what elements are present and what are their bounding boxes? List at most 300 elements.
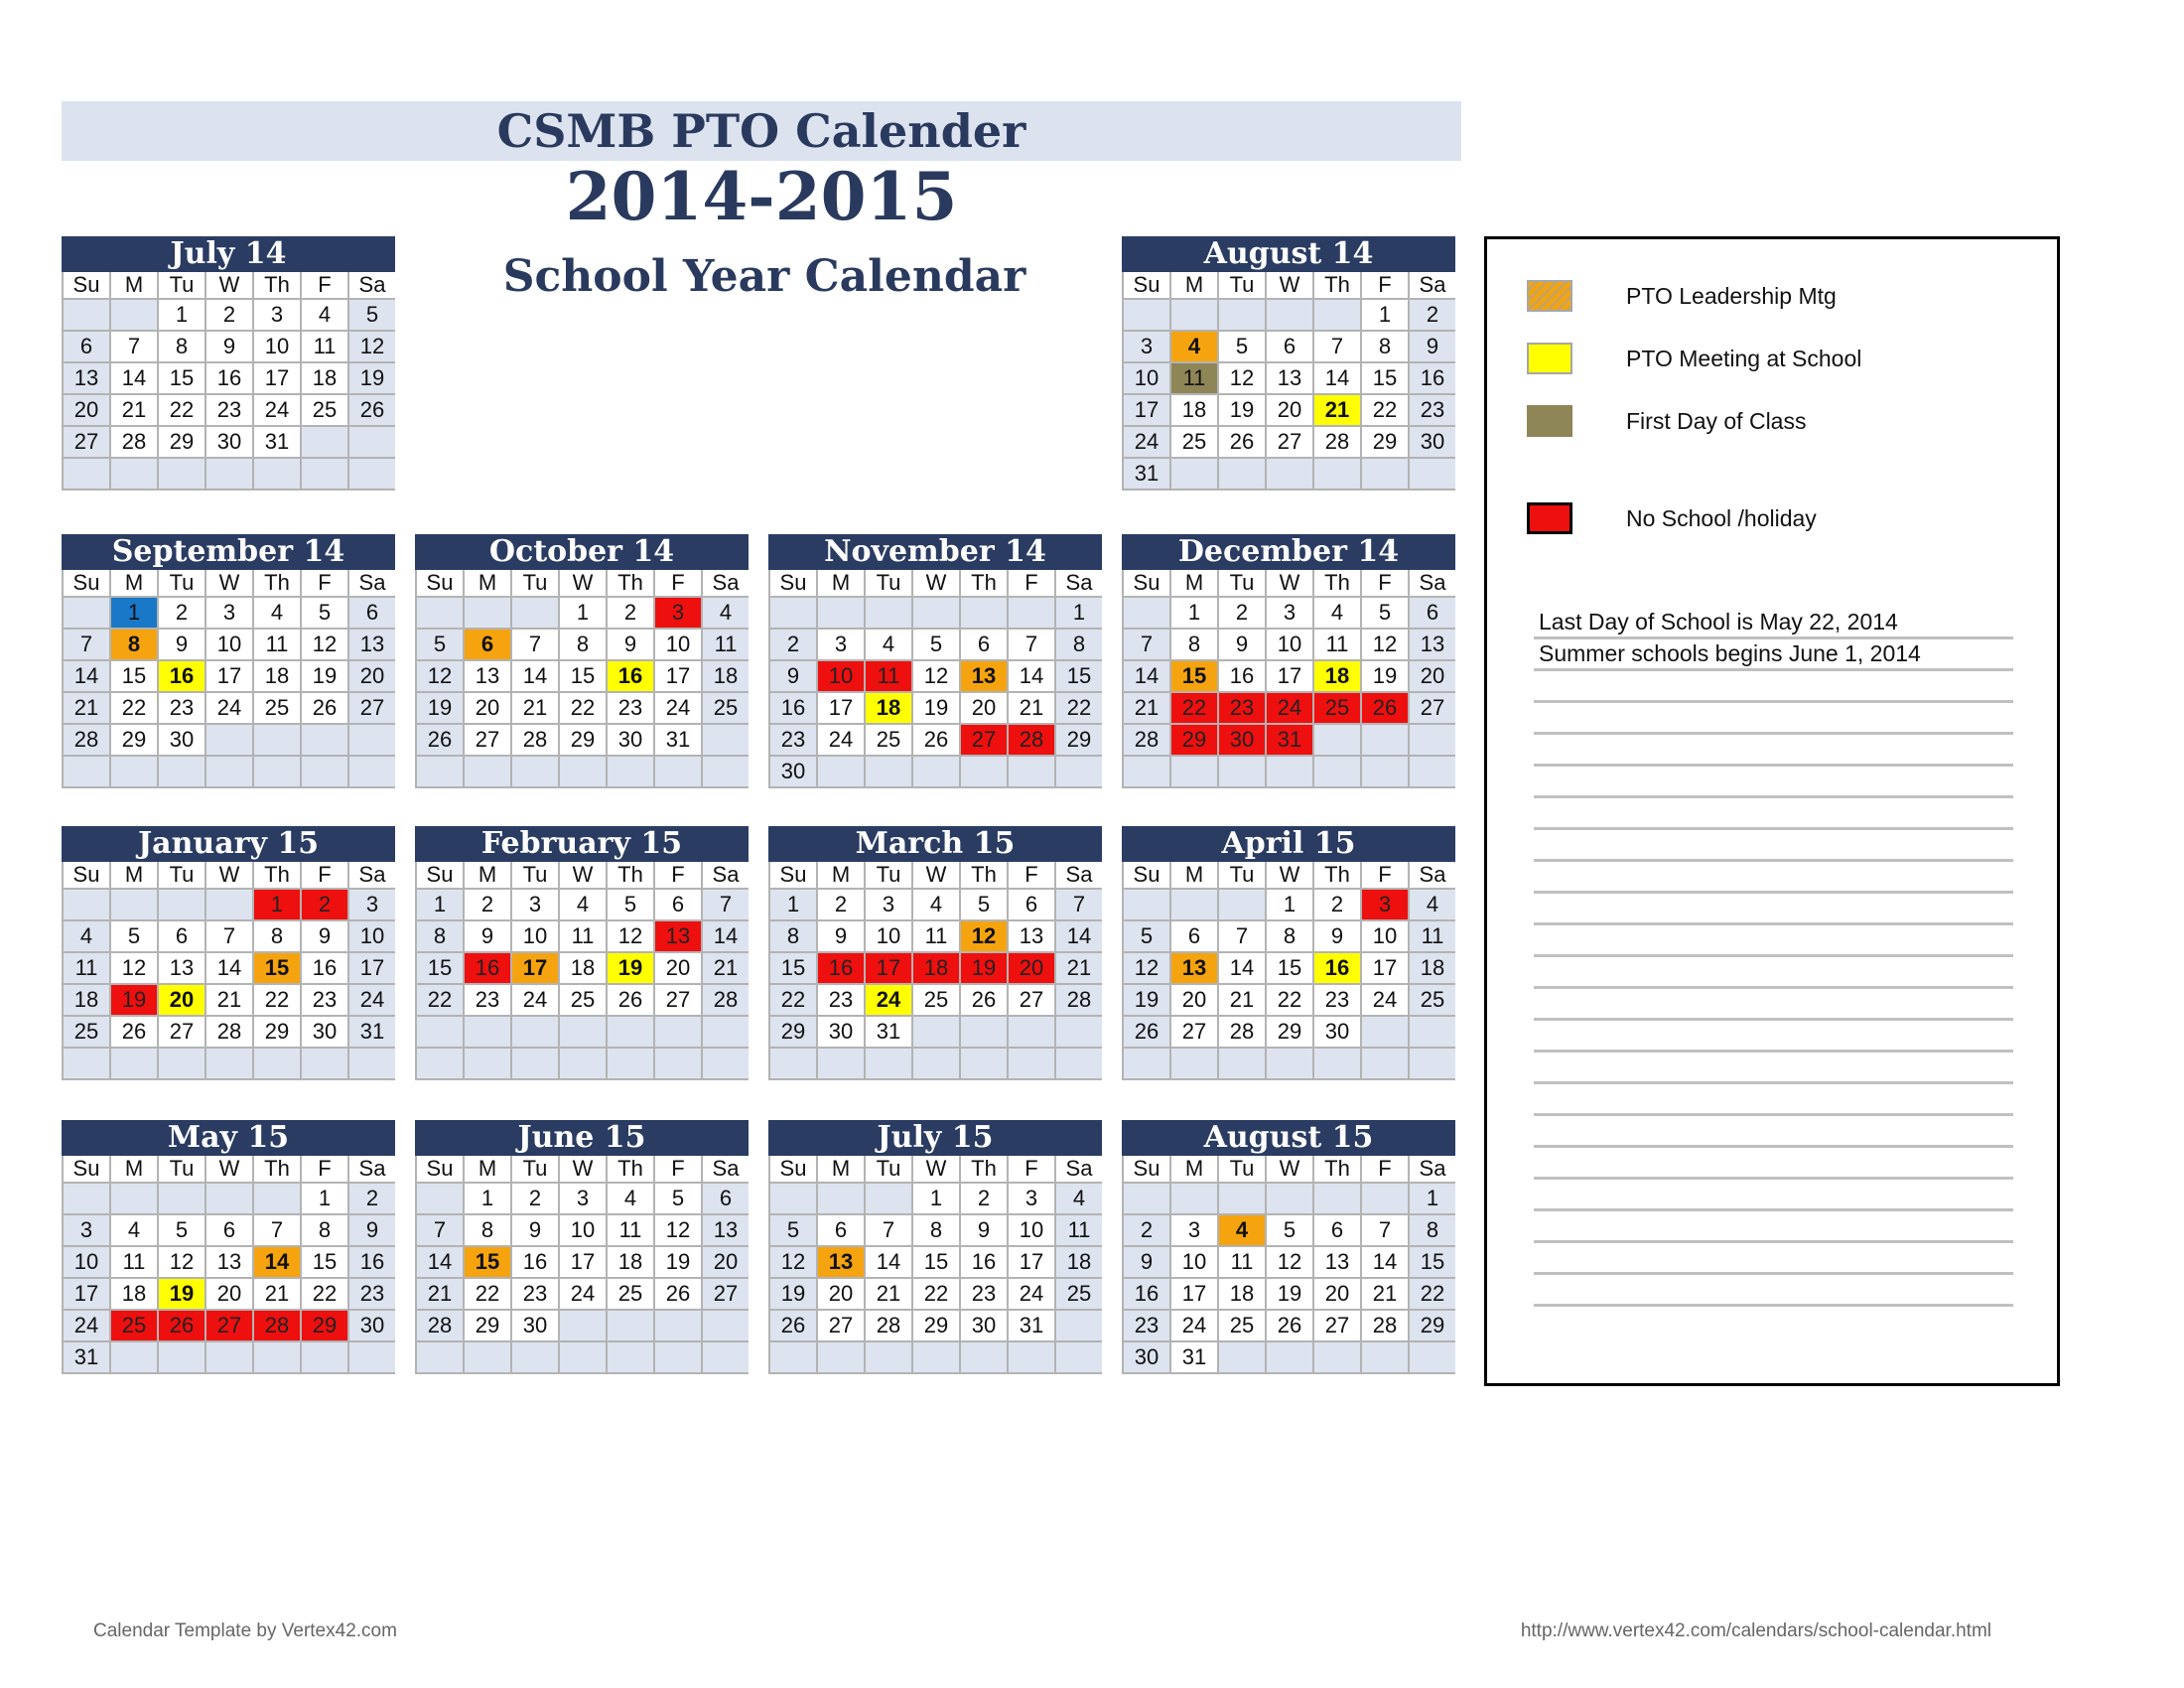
day-cell: 18	[913, 953, 959, 983]
empty-day-cell	[913, 757, 959, 786]
empty-day-cell	[512, 757, 558, 786]
note-rule-line	[1534, 1272, 2013, 1275]
day-cell: 8	[1056, 630, 1102, 659]
empty-day-cell	[818, 598, 864, 628]
day-cell: 5	[655, 1184, 701, 1213]
day-cell: 24	[512, 985, 558, 1015]
day-cell: 3	[206, 598, 252, 628]
empty-day-cell	[1410, 1342, 1455, 1372]
weekday-header: F	[1362, 570, 1408, 596]
empty-day-cell	[512, 598, 558, 628]
day-cell: 2	[465, 890, 510, 919]
day-cell: 5	[417, 630, 463, 659]
empty-day-cell	[866, 757, 911, 786]
day-cell: 4	[111, 1215, 157, 1245]
day-cell: 19	[1219, 395, 1265, 425]
weekday-header: M	[465, 1156, 510, 1182]
weekday-header: W	[560, 862, 606, 888]
day-cell: 24	[818, 725, 864, 755]
weekday-header: M	[111, 272, 157, 298]
day-cell: 1	[417, 890, 463, 919]
weekday-header: W	[206, 570, 252, 596]
empty-day-cell	[770, 598, 816, 628]
empty-day-cell	[655, 1017, 701, 1047]
empty-day-cell	[159, 1184, 205, 1213]
weekday-header: F	[1009, 570, 1054, 596]
month-grid	[415, 570, 749, 788]
empty-day-cell	[206, 1342, 252, 1372]
empty-day-cell	[655, 1342, 701, 1372]
weekday-header: Tu	[1219, 272, 1265, 298]
empty-day-cell	[1124, 598, 1169, 628]
footer-url[interactable]: http://www.vertex42.com/calendars/school-calendar.html	[1520, 1620, 1991, 1641]
note-rule-line	[1534, 1208, 2013, 1211]
day-cell: 25	[64, 1017, 109, 1047]
day-cell: 11	[1410, 921, 1455, 951]
empty-day-cell	[1362, 725, 1408, 755]
day-cell: 19	[608, 953, 653, 983]
empty-day-cell	[64, 890, 109, 919]
day-cell: 17	[254, 363, 300, 393]
day-cell: 10	[64, 1247, 109, 1277]
day-cell: 6	[655, 890, 701, 919]
weekday-header: Th	[961, 1156, 1007, 1182]
day-cell: 15	[465, 1247, 510, 1277]
day-cell: 13	[349, 630, 395, 659]
weekday-header: Th	[254, 1156, 300, 1182]
legend-label: PTO Meeting at School	[1626, 346, 1862, 371]
empty-day-cell	[465, 1049, 510, 1078]
empty-day-cell	[1410, 1017, 1455, 1047]
empty-day-cell	[159, 1342, 205, 1372]
day-cell: 1	[770, 890, 816, 919]
day-cell: 2	[818, 890, 864, 919]
day-cell: 13	[1314, 1247, 1360, 1277]
month-title: December 14	[1122, 534, 1455, 570]
day-cell: 23	[302, 985, 347, 1015]
day-cell: 13	[465, 661, 510, 691]
weekday-header: Su	[417, 862, 463, 888]
day-cell: 25	[608, 1279, 653, 1309]
day-cell: 4	[1410, 890, 1455, 919]
day-cell: 6	[465, 630, 510, 659]
day-cell: 29	[560, 725, 606, 755]
weekday-header: F	[302, 570, 347, 596]
day-cell: 10	[560, 1215, 606, 1245]
weekday-header: F	[302, 272, 347, 298]
weekday-header: Tu	[159, 272, 205, 298]
empty-day-cell	[818, 1342, 864, 1372]
day-cell: 27	[1171, 1017, 1217, 1047]
empty-day-cell	[1362, 1049, 1408, 1078]
day-cell: 5	[1219, 332, 1265, 361]
day-cell: 20	[1171, 985, 1217, 1015]
month-title: August 14	[1122, 236, 1455, 272]
weekday-header: F	[655, 570, 701, 596]
weekday-header: Su	[417, 1156, 463, 1182]
empty-day-cell	[349, 757, 395, 786]
day-cell: 21	[512, 693, 558, 723]
note-rule-line	[1534, 732, 2013, 735]
month-calendar	[1122, 826, 1455, 1080]
day-cell: 12	[111, 953, 157, 983]
day-cell: 26	[111, 1017, 157, 1047]
weekday-header: Th	[254, 862, 300, 888]
day-cell: 19	[1267, 1279, 1312, 1309]
day-cell: 13	[818, 1247, 864, 1277]
page-title: CSMB PTO Calender	[496, 104, 1026, 158]
day-cell: 16	[349, 1247, 395, 1277]
day-cell: 9	[608, 630, 653, 659]
day-cell: 22	[770, 985, 816, 1015]
day-cell: 29	[913, 1311, 959, 1340]
day-cell: 12	[913, 661, 959, 691]
day-cell: 17	[1009, 1247, 1054, 1277]
weekday-header: W	[206, 862, 252, 888]
weekday-header: Tu	[1219, 1156, 1265, 1182]
day-cell: 30	[818, 1017, 864, 1047]
weekday-header: W	[1267, 1156, 1312, 1182]
weekday-header: M	[818, 862, 864, 888]
month-calendar	[415, 826, 749, 1080]
day-cell: 22	[1056, 693, 1102, 723]
day-cell: 28	[1009, 725, 1054, 755]
day-cell: 8	[560, 630, 606, 659]
day-cell: 27	[961, 725, 1007, 755]
month-title: July 14	[62, 236, 395, 272]
day-cell: 6	[1009, 890, 1054, 919]
day-cell: 13	[1009, 921, 1054, 951]
empty-day-cell	[1056, 1342, 1102, 1372]
day-cell: 4	[64, 921, 109, 951]
legend-label: PTO Leadership Mtg	[1626, 283, 1837, 309]
month-calendar	[1122, 1120, 1455, 1374]
empty-day-cell	[64, 300, 109, 330]
month-grid	[1122, 862, 1455, 1080]
day-cell: 24	[560, 1279, 606, 1309]
day-cell: 7	[703, 890, 749, 919]
day-cell: 28	[417, 1311, 463, 1340]
day-cell: 3	[560, 1184, 606, 1213]
empty-day-cell	[1171, 1184, 1217, 1213]
day-cell: 26	[913, 725, 959, 755]
month-grid	[415, 1156, 749, 1374]
day-cell: 4	[1171, 332, 1217, 361]
legend-label: No School /holiday	[1626, 505, 1817, 531]
month-grid	[1122, 272, 1455, 491]
day-cell: 23	[512, 1279, 558, 1309]
day-cell: 8	[913, 1215, 959, 1245]
day-cell: 4	[1056, 1184, 1102, 1213]
empty-day-cell	[1009, 598, 1054, 628]
day-cell: 15	[1171, 661, 1217, 691]
day-cell: 11	[302, 332, 347, 361]
day-cell: 25	[1056, 1279, 1102, 1309]
empty-day-cell	[417, 1184, 463, 1213]
weekday-header: Th	[1314, 1156, 1360, 1182]
weekday-header: Su	[417, 570, 463, 596]
empty-day-cell	[961, 1017, 1007, 1047]
day-cell: 17	[655, 661, 701, 691]
day-cell: 15	[913, 1247, 959, 1277]
day-cell: 2	[1314, 890, 1360, 919]
day-cell: 6	[64, 332, 109, 361]
month-title: June 15	[415, 1120, 749, 1156]
empty-day-cell	[64, 598, 109, 628]
day-cell: 23	[608, 693, 653, 723]
empty-day-cell	[1314, 1049, 1360, 1078]
note-rule-line	[1534, 986, 2013, 989]
empty-day-cell	[111, 890, 157, 919]
empty-day-cell	[1009, 1017, 1054, 1047]
day-cell: 13	[64, 363, 109, 393]
day-cell: 15	[159, 363, 205, 393]
day-cell: 16	[159, 661, 205, 691]
weekday-header: Sa	[1056, 570, 1102, 596]
day-cell: 3	[512, 890, 558, 919]
empty-day-cell	[608, 1311, 653, 1340]
day-cell: 2	[159, 598, 205, 628]
day-cell: 7	[1124, 630, 1169, 659]
day-cell: 27	[1410, 693, 1455, 723]
month-title: July 15	[768, 1120, 1102, 1156]
empty-day-cell	[1267, 300, 1312, 330]
empty-day-cell	[1056, 757, 1102, 786]
weekday-header: Th	[254, 272, 300, 298]
day-cell: 9	[818, 921, 864, 951]
empty-day-cell	[1219, 1049, 1265, 1078]
empty-day-cell	[818, 757, 864, 786]
empty-day-cell	[961, 1342, 1007, 1372]
day-cell: 3	[655, 598, 701, 628]
day-cell: 19	[770, 1279, 816, 1309]
day-cell: 24	[254, 395, 300, 425]
day-cell: 7	[512, 630, 558, 659]
empty-day-cell	[1171, 459, 1217, 489]
day-cell: 22	[1410, 1279, 1455, 1309]
day-cell: 22	[254, 985, 300, 1015]
month-grid	[1122, 1156, 1455, 1374]
day-cell: 17	[818, 693, 864, 723]
empty-day-cell	[159, 459, 205, 489]
day-cell: 6	[349, 598, 395, 628]
day-cell: 14	[64, 661, 109, 691]
legend-swatch	[1527, 343, 1572, 374]
day-cell: 24	[1267, 693, 1312, 723]
day-cell: 12	[655, 1215, 701, 1245]
day-cell: 26	[1267, 1311, 1312, 1340]
day-cell: 5	[1267, 1215, 1312, 1245]
day-cell: 2	[349, 1184, 395, 1213]
day-cell: 15	[770, 953, 816, 983]
day-cell: 4	[703, 598, 749, 628]
weekday-header: Th	[608, 862, 653, 888]
weekday-header: Tu	[159, 570, 205, 596]
weekday-header: Sa	[1410, 1156, 1455, 1182]
day-cell: 10	[206, 630, 252, 659]
day-cell: 22	[1171, 693, 1217, 723]
day-cell: 8	[1410, 1215, 1455, 1245]
weekday-header: Sa	[349, 1156, 395, 1182]
weekday-header: M	[111, 862, 157, 888]
day-cell: 11	[254, 630, 300, 659]
day-cell: 18	[1219, 1279, 1265, 1309]
empty-day-cell	[111, 300, 157, 330]
empty-day-cell	[1314, 1184, 1360, 1213]
day-cell: 22	[1267, 985, 1312, 1015]
month-grid	[62, 272, 395, 491]
day-cell: 6	[961, 630, 1007, 659]
day-cell: 20	[349, 661, 395, 691]
empty-day-cell	[1219, 1342, 1265, 1372]
day-cell: 22	[302, 1279, 347, 1309]
day-cell: 24	[206, 693, 252, 723]
day-cell: 28	[1219, 1017, 1265, 1047]
school-years: 2014-2015	[565, 158, 958, 235]
footer-credit: Calendar Template by Vertex42.com	[93, 1620, 397, 1641]
note-rule-line	[1534, 891, 2013, 894]
day-cell: 21	[866, 1279, 911, 1309]
weekday-header: F	[1009, 862, 1054, 888]
empty-day-cell	[1171, 757, 1217, 786]
day-cell: 21	[1219, 985, 1265, 1015]
day-cell: 15	[1267, 953, 1312, 983]
empty-day-cell	[206, 757, 252, 786]
empty-day-cell	[1314, 1342, 1360, 1372]
empty-day-cell	[302, 757, 347, 786]
empty-day-cell	[866, 598, 911, 628]
empty-day-cell	[254, 1342, 300, 1372]
empty-day-cell	[1314, 300, 1360, 330]
note-rule-line	[1534, 1113, 2013, 1116]
day-cell: 20	[465, 693, 510, 723]
day-cell: 30	[1219, 725, 1265, 755]
day-cell: 11	[1056, 1215, 1102, 1245]
day-cell: 19	[349, 363, 395, 393]
empty-day-cell	[349, 1342, 395, 1372]
day-cell: 8	[1267, 921, 1312, 951]
day-cell: 9	[206, 332, 252, 361]
day-cell: 9	[302, 921, 347, 951]
day-cell: 1	[302, 1184, 347, 1213]
day-cell: 10	[254, 332, 300, 361]
weekday-header: F	[302, 1156, 347, 1182]
empty-day-cell	[1219, 459, 1265, 489]
day-cell: 11	[560, 921, 606, 951]
day-cell: 2	[302, 890, 347, 919]
day-cell: 17	[866, 953, 911, 983]
day-cell: 26	[302, 693, 347, 723]
note-rule-line	[1534, 1177, 2013, 1180]
empty-day-cell	[465, 1342, 510, 1372]
day-cell: 31	[64, 1342, 109, 1372]
weekday-header: Su	[1124, 862, 1169, 888]
weekday-header: Sa	[1410, 570, 1455, 596]
empty-day-cell	[560, 1049, 606, 1078]
day-cell: 27	[64, 427, 109, 457]
day-cell: 20	[1267, 395, 1312, 425]
weekday-header: Tu	[512, 1156, 558, 1182]
weekday-header: W	[1267, 570, 1312, 596]
day-cell: 23	[159, 693, 205, 723]
day-cell: 10	[1009, 1215, 1054, 1245]
day-cell: 5	[913, 630, 959, 659]
day-cell: 6	[159, 921, 205, 951]
day-cell: 28	[703, 985, 749, 1015]
weekday-header: W	[206, 272, 252, 298]
day-cell: 20	[1314, 1279, 1360, 1309]
day-cell: 21	[1009, 693, 1054, 723]
weekday-header: Th	[961, 570, 1007, 596]
day-cell: 29	[1410, 1311, 1455, 1340]
day-cell: 18	[111, 1279, 157, 1309]
empty-day-cell	[655, 1049, 701, 1078]
day-cell: 1	[111, 598, 157, 628]
day-cell: 25	[560, 985, 606, 1015]
day-cell: 16	[1124, 1279, 1169, 1309]
day-cell: 5	[302, 598, 347, 628]
day-cell: 9	[1410, 332, 1455, 361]
day-cell: 4	[866, 630, 911, 659]
day-cell: 6	[1171, 921, 1217, 951]
day-cell: 31	[1124, 459, 1169, 489]
day-cell: 17	[1171, 1279, 1217, 1309]
day-cell: 22	[560, 693, 606, 723]
weekday-header: M	[465, 570, 510, 596]
day-cell: 13	[1410, 630, 1455, 659]
day-cell: 20	[159, 985, 205, 1015]
day-cell: 28	[1056, 985, 1102, 1015]
day-cell: 29	[1171, 725, 1217, 755]
note-rule-line	[1534, 795, 2013, 798]
empty-day-cell	[608, 1017, 653, 1047]
empty-day-cell	[64, 1184, 109, 1213]
day-cell: 16	[770, 693, 816, 723]
empty-day-cell	[1219, 300, 1265, 330]
empty-day-cell	[159, 757, 205, 786]
weekday-header: W	[206, 1156, 252, 1182]
day-cell: 14	[254, 1247, 300, 1277]
month-calendar	[62, 236, 395, 491]
empty-day-cell	[302, 1342, 347, 1372]
day-cell: 23	[1314, 985, 1360, 1015]
day-cell: 5	[159, 1215, 205, 1245]
day-cell: 27	[465, 725, 510, 755]
empty-day-cell	[417, 1049, 463, 1078]
weekday-header: F	[655, 862, 701, 888]
day-cell: 28	[64, 725, 109, 755]
note-text: Last Day of School is May 22, 2014	[1539, 609, 1898, 634]
day-cell: 22	[417, 985, 463, 1015]
day-cell: 16	[465, 953, 510, 983]
empty-day-cell	[1171, 1049, 1217, 1078]
month-grid	[415, 862, 749, 1080]
day-cell: 19	[961, 953, 1007, 983]
day-cell: 27	[818, 1311, 864, 1340]
day-cell: 29	[302, 1311, 347, 1340]
month-grid	[768, 862, 1102, 1080]
day-cell: 5	[349, 300, 395, 330]
day-cell: 2	[961, 1184, 1007, 1213]
day-cell: 2	[608, 598, 653, 628]
day-cell: 9	[159, 630, 205, 659]
empty-day-cell	[206, 890, 252, 919]
day-cell: 15	[302, 1247, 347, 1277]
weekday-header: Sa	[349, 272, 395, 298]
empty-day-cell	[1410, 725, 1455, 755]
empty-day-cell	[913, 1017, 959, 1047]
day-cell: 8	[1171, 630, 1217, 659]
